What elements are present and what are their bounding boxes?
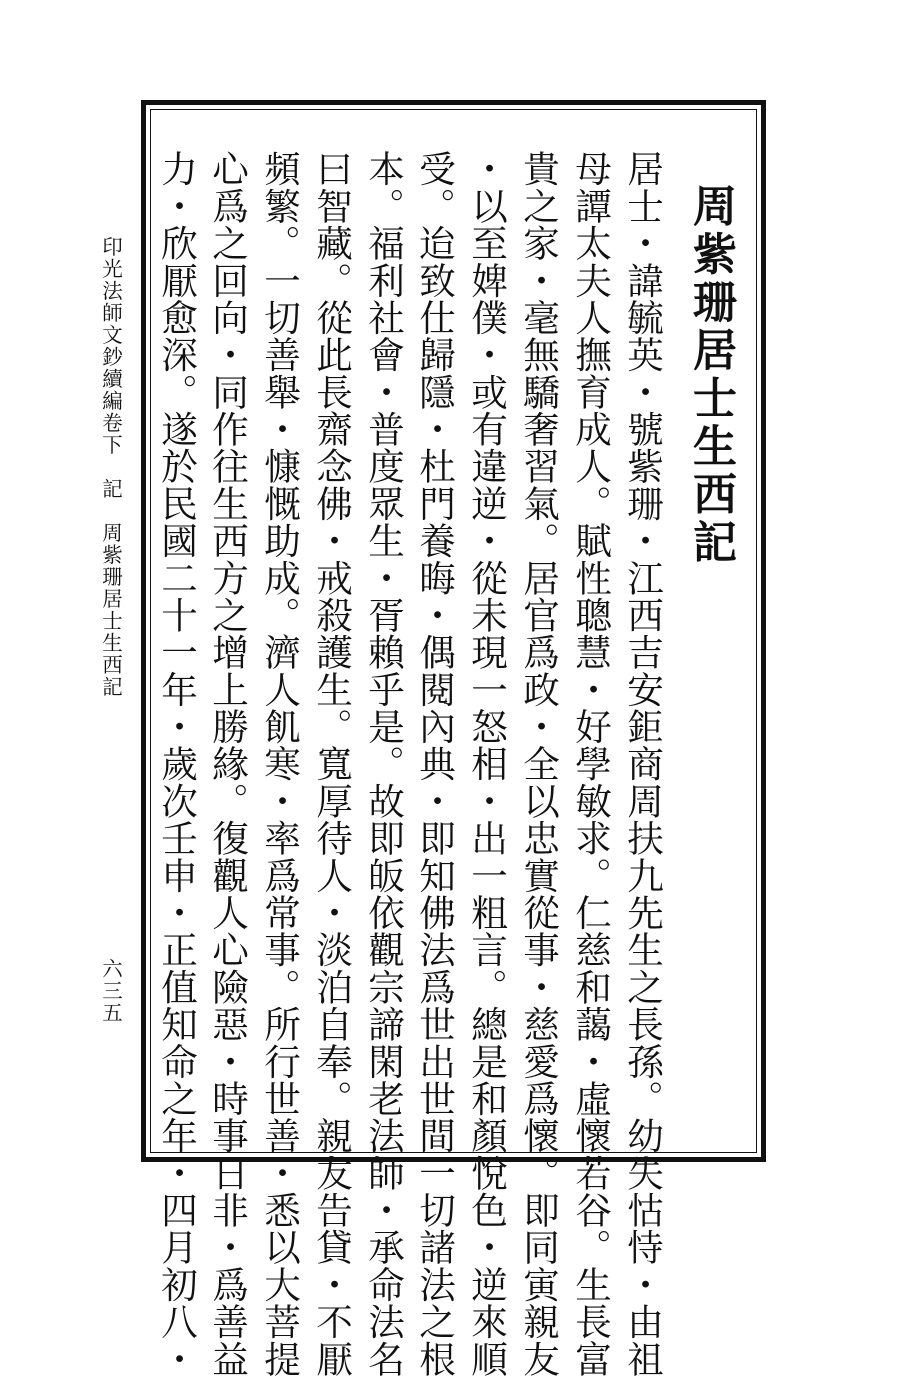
running-header: 印光法師文鈔續編卷下 記 周紫珊居士生西記 xyxy=(98,236,123,698)
text-column-5: 受。迨致仕歸隱・杜門養晦・偶閱內典・即知佛法爲世出世間一切諸法之根 xyxy=(413,150,457,1377)
page-number: 六三五 xyxy=(98,958,123,1024)
text-column-10: 力・欣厭愈深。遂於民國二十一年・歲次壬申・正值知命之年・四月初八・ xyxy=(155,150,199,1377)
text-column-9: 心爲之回向・同作往生西方之增上勝緣。復觀人心險惡・時事日非・爲善益 xyxy=(206,150,250,1377)
text-column-1: 居士・諱毓英・號紫珊・江西吉安鉅商周扶九先生之長孫。幼失怙恃・由祖 xyxy=(621,150,665,1377)
text-column-4: ・以至婢僕・或有違逆・從未現一怒相・出一粗言。總是和顏悅色・逆來順 xyxy=(465,150,509,1377)
text-column-2: 母譚太夫人撫育成人。賦性聰慧・好學敏求。仁慈和藹・虛懷若谷。生長富 xyxy=(569,150,613,1377)
text-column-3: 貴之家・毫無驕奢習氣。居官爲政・全以忠實從事・慈愛爲懷。即同寅親友 xyxy=(517,150,561,1377)
text-column-6: 本。福利社會・普度眾生・胥賴乎是。故即皈依觀宗諦閑老法師・承命法名 xyxy=(362,150,406,1377)
text-column-8: 頻繁。一切善舉・慷慨助成。濟人飢寒・率爲常事。所行世善・悉以大菩提 xyxy=(258,150,302,1377)
text-column-7: 曰智藏。從此長齋念佛・戒殺護生。寬厚待人・淡泊自奉。親友告貸・不厭 xyxy=(310,150,354,1377)
article-title: 周紫珊居士生西記 xyxy=(685,183,736,567)
